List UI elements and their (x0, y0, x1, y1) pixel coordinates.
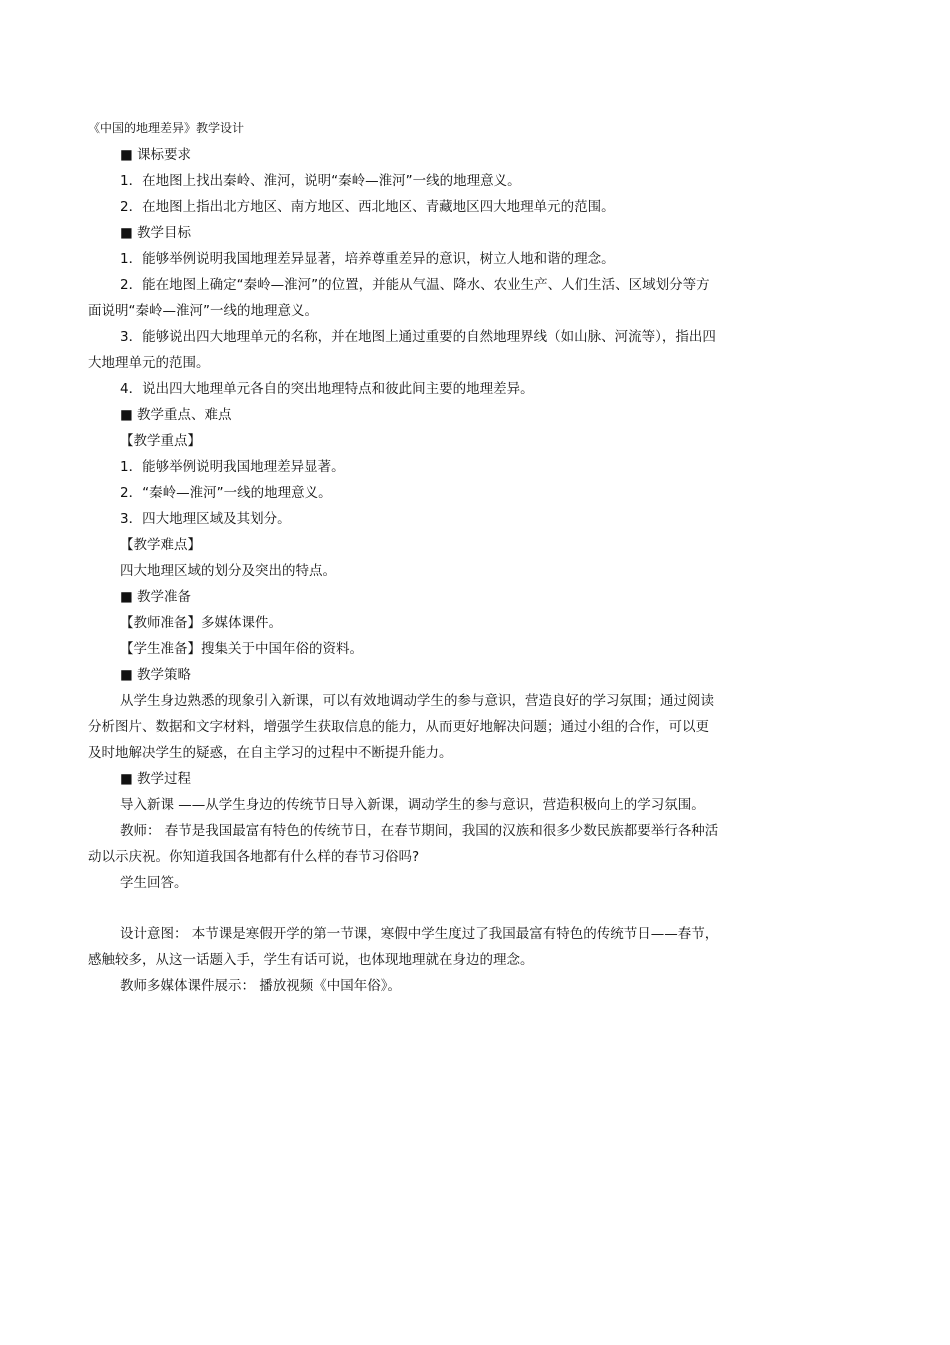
text-line: 面说明“秦岭—淮河”一线的地理意义。 (88, 303, 318, 319)
text-line: 1．能够举例说明我国地理差异显著，培养尊重差异的意识，树立人地和谐的理念。 (120, 251, 615, 267)
text-line: 教师： 春节是我国最富有特色的传统节日，在春节期间，我国的汉族和很多少数民族都要举行各种活 (120, 823, 719, 839)
section-design-intent (88, 921, 788, 999)
text-line: 四大地理区域的划分及突出的特点。 (120, 563, 336, 579)
text-line: 大地理单元的范围。 (88, 355, 210, 371)
text-line: 感触较多，从这一话题入手，学生有话可说，也体现地理就在身边的理念。 (88, 952, 534, 968)
text-line: 【教师准备】多媒体课件。 (120, 615, 282, 631)
text-line: 分析图片、数据和文字材料，增强学生获取信息的能力，从而更好地解决问题；通过小组的合作，可以更 (88, 719, 709, 735)
text-line: 【教学难点】 (120, 537, 201, 553)
text-line: 教师多媒体课件展示： 播放视频《中国年俗》。 (120, 978, 402, 994)
text-line: 【教学重点】 (120, 433, 201, 449)
text-line: ■ 教学过程 (120, 771, 192, 787)
text-line: 及时地解决学生的疑惑，在自主学习的过程中不断提升能力。 (88, 745, 453, 761)
text-line: 学生回答。 (120, 875, 188, 891)
text-line: 1．能够举例说明我国地理差异显著。 (120, 459, 345, 475)
text-line: ■ 教学策略 (120, 667, 192, 683)
text-line: ■ 教学重点、难点 (120, 407, 232, 423)
text-line: ■ 课标要求 (120, 147, 192, 163)
document-title: 《中国的地理差异》教学设计 (88, 121, 245, 135)
text-line: 2．能在地图上确定“秦岭—淮河”的位置，并能从气温、降水、农业生产、人们生活、区域划分等方 (120, 277, 710, 293)
text-line: 4．说出四大地理单元各自的突出地理特点和彼此间主要的地理差异。 (120, 381, 534, 397)
text-line: 设计意图： 本节课是寒假开学的第一节课，寒假中学生度过了我国最富有特色的传统节日——春节， (120, 926, 719, 942)
text-line: ■ 教学准备 (120, 589, 192, 605)
text-line: 3．能够说出四大地理单元的名称，并在地图上通过重要的自然地理界线（如山脉、河流等），指出四 (120, 329, 716, 345)
text-line: 【学生准备】搜集关于中国年俗的资料。 (120, 641, 363, 657)
text-line: 2．“秦岭—淮河”一线的地理意义。 (120, 485, 332, 501)
text-line: 动以示庆祝。你知道我国各地都有什么样的春节习俗吗? (88, 849, 420, 865)
section-standards-goals (88, 142, 788, 896)
text-line: 3．四大地理区域及其划分。 (120, 511, 291, 527)
text-line: 从学生身边熟悉的现象引入新课，可以有效地调动学生的参与意识，营造良好的学习氛围；通过阅读 (120, 693, 714, 709)
text-line: 1．在地图上找出秦岭、淮河，说明“秦岭—淮河”一线的地理意义。 (120, 173, 521, 189)
text-line: 导入新课 ——从学生身边的传统节日导入新课，调动学生的参与意识，营造积极向上的学习氛围。 (120, 797, 705, 813)
text-line: ■ 教学目标 (120, 225, 192, 241)
text-line: 2．在地图上指出北方地区、南方地区、西北地区、青藏地区四大地理单元的范围。 (120, 199, 615, 215)
